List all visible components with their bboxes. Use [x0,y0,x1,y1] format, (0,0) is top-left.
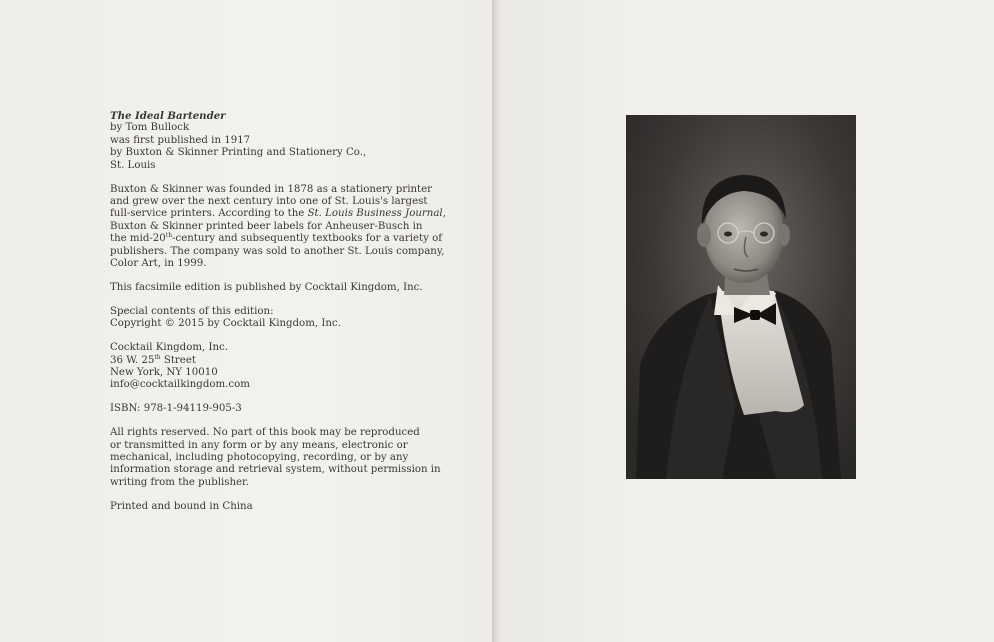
special-contents [110,306,440,331]
rights-line: writing from the publisher. [110,476,250,488]
left-page [0,0,494,642]
facsimile-note [110,282,440,294]
facsimile-line: This facsimile edition is published by Cocktail Kingdom, Inc. [110,281,423,293]
rights-line: All rights reserved. No part of this book may be reproduced [110,427,420,439]
ordinal-suffix: th [165,232,173,240]
history-line: publishers. The company was sold to another St. Louis company, [110,245,445,257]
first-published-line: was first published in 1917 [110,134,251,146]
publication-info [110,110,440,172]
history-paragraph [110,183,446,271]
city-line: St. Louis [110,159,156,171]
history-line: and grew over the next century into one of St. Louis's largest [110,195,428,207]
portrait-illustration [626,115,856,479]
isbn [110,403,440,415]
company-name: Cocktail Kingdom, Inc. [110,342,229,354]
author-line: by Tom Bullock [110,122,190,134]
history-line [110,208,446,220]
publisher-line: by Buxton & Skinner Printing and Stationery Co., [110,147,367,159]
rights-line: information storage and retrieval system, without permission in [110,464,441,476]
history-text: the mid-20 [110,233,166,245]
copyright-line: Copyright © 2015 by Cocktail Kingdom, Inc. [110,318,341,330]
rights-line: mechanical, including photocopying, recording, or by any [110,451,409,463]
history-line: Buxton & Skinner printed beer labels for Anheuser-Busch in [110,220,423,232]
ordinal-suffix: th [154,353,161,361]
isbn-line: ISBN: 978-1-94119-905-3 [110,403,242,415]
journal-name: St. Louis Business Journal [307,208,443,220]
street-text: Street [160,354,196,366]
email-line: info@cocktailkingdom.com [110,379,250,391]
street-line [110,355,440,367]
history-line [110,233,440,245]
rights-line: or transmitted in any form or by any means, electronic or [110,439,408,451]
author-portrait-photo [626,115,856,479]
book-title: The Ideal Bartender [110,110,226,122]
printed-note [110,501,440,513]
history-text: full-service printers. According to the [110,208,308,220]
colophon-text [110,110,446,525]
publisher-address [110,342,440,392]
city-state-line: New York, NY 10010 [110,366,218,378]
history-line: Buxton & Skinner was founded in 1878 as a stationery printer [110,183,433,195]
street-text: 36 W. 25 [110,354,155,366]
printed-line: Printed and bound in China [110,500,253,512]
history-line: Color Art, in 1999. [110,257,207,269]
rights-notice [110,427,440,489]
history-text: , [442,208,446,220]
special-contents-line: Special contents of this edition: [110,305,274,317]
history-text: -century and subsequently textbooks for a variety of [172,233,442,245]
